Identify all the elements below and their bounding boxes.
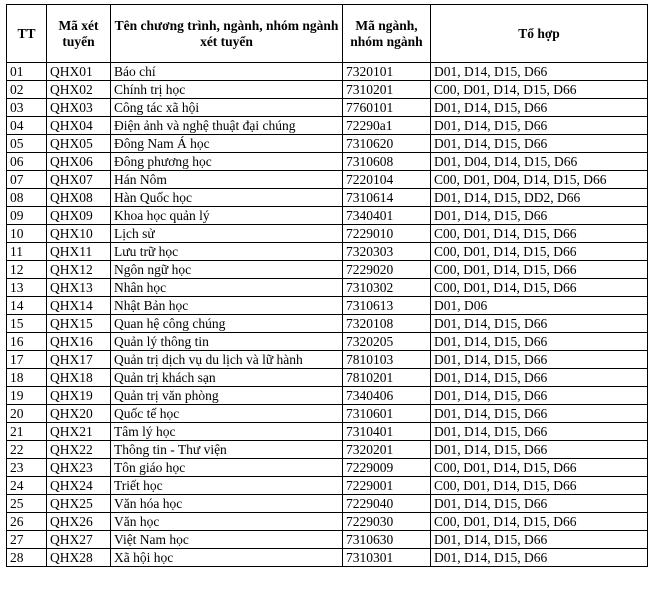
row-number: 21: [7, 423, 47, 441]
admission-code: QHX22: [47, 441, 111, 459]
program-name: Văn học: [111, 513, 343, 531]
admission-code: QHX01: [47, 63, 111, 81]
subject-combination: D01, D14, D15, D66: [431, 369, 648, 387]
admission-code: QHX26: [47, 513, 111, 531]
table-row: [7, 531, 648, 549]
admissions-table: [6, 4, 648, 567]
subject-combination: D01, D14, D15, D66: [431, 405, 648, 423]
program-name: Tôn giáo học: [111, 459, 343, 477]
major-code: 7220104: [343, 171, 431, 189]
header-tt: TT: [7, 5, 47, 63]
program-name: Xã hội học: [111, 549, 343, 567]
row-number: 06: [7, 153, 47, 171]
table-row: [7, 225, 648, 243]
subject-combination: D01, D14, D15, D66: [431, 351, 648, 369]
program-name: Đông phương học: [111, 153, 343, 171]
program-name: Thông tin - Thư viện: [111, 441, 343, 459]
row-number: 13: [7, 279, 47, 297]
table-row: [7, 63, 648, 81]
program-name: Nhật Bản học: [111, 297, 343, 315]
admission-code: QHX07: [47, 171, 111, 189]
program-name: Nhân học: [111, 279, 343, 297]
admission-code: QHX06: [47, 153, 111, 171]
subject-combination: D01, D14, D15, D66: [431, 441, 648, 459]
row-number: 04: [7, 117, 47, 135]
row-number: 02: [7, 81, 47, 99]
program-name: Điện ảnh và nghệ thuật đại chúng: [111, 117, 343, 135]
admission-code: QHX17: [47, 351, 111, 369]
admissions-table-sheet: [6, 4, 647, 596]
major-code: 7310608: [343, 153, 431, 171]
table-row: [7, 135, 648, 153]
row-number: 19: [7, 387, 47, 405]
subject-combination: D01, D14, D15, D66: [431, 423, 648, 441]
table-row: [7, 423, 648, 441]
admission-code: QHX18: [47, 369, 111, 387]
program-name: Văn hóa học: [111, 495, 343, 513]
row-number: 12: [7, 261, 47, 279]
table-row: [7, 441, 648, 459]
program-name: Tâm lý học: [111, 423, 343, 441]
row-number: 26: [7, 513, 47, 531]
row-number: 17: [7, 351, 47, 369]
admission-code: QHX04: [47, 117, 111, 135]
program-name: Khoa học quản lý: [111, 207, 343, 225]
table-row: [7, 171, 648, 189]
row-number: 10: [7, 225, 47, 243]
header-admission-code: Mã xét tuyển: [47, 5, 111, 63]
admission-code: QHX24: [47, 477, 111, 495]
header-row: [7, 5, 648, 63]
table-row: [7, 279, 648, 297]
program-name: Quan hệ công chúng: [111, 315, 343, 333]
admission-code: QHX03: [47, 99, 111, 117]
table-row: [7, 261, 648, 279]
admission-code: QHX09: [47, 207, 111, 225]
table-row: [7, 387, 648, 405]
admission-code: QHX28: [47, 549, 111, 567]
admission-code: QHX08: [47, 189, 111, 207]
row-number: 27: [7, 531, 47, 549]
major-code: 7810103: [343, 351, 431, 369]
major-code: 7310613: [343, 297, 431, 315]
major-code: 7340401: [343, 207, 431, 225]
table-row: [7, 117, 648, 135]
subject-combination: D01, D04, D14, D15, D66: [431, 153, 648, 171]
subject-combination: D01, D14, D15, D66: [431, 207, 648, 225]
major-code: 7229010: [343, 225, 431, 243]
major-code: 7760101: [343, 99, 431, 117]
admission-code: QHX25: [47, 495, 111, 513]
admission-code: QHX11: [47, 243, 111, 261]
admission-code: QHX20: [47, 405, 111, 423]
subject-combination: D01, D14, D15, D66: [431, 63, 648, 81]
subject-combination: C00, D01, D14, D15, D66: [431, 81, 648, 99]
table-row: [7, 369, 648, 387]
admission-code: QHX14: [47, 297, 111, 315]
admission-code: QHX10: [47, 225, 111, 243]
subject-combination: D01, D14, D15, D66: [431, 135, 648, 153]
table-row: [7, 315, 648, 333]
subject-combination: D01, D14, D15, D66: [431, 315, 648, 333]
major-code: 72290a1: [343, 117, 431, 135]
table-row: [7, 459, 648, 477]
admission-code: QHX16: [47, 333, 111, 351]
table-row: [7, 207, 648, 225]
subject-combination: D01, D14, D15, D66: [431, 117, 648, 135]
subject-combination: D01, D14, D15, D66: [431, 549, 648, 567]
program-name: Công tác xã hội: [111, 99, 343, 117]
admission-code: QHX13: [47, 279, 111, 297]
row-number: 01: [7, 63, 47, 81]
subject-combination: C00, D01, D14, D15, D66: [431, 261, 648, 279]
subject-combination: D01, D14, D15, D66: [431, 387, 648, 405]
program-name: Báo chí: [111, 63, 343, 81]
table-row: [7, 351, 648, 369]
table-row: [7, 297, 648, 315]
admission-code: QHX27: [47, 531, 111, 549]
admission-code: QHX21: [47, 423, 111, 441]
table-header: [7, 5, 648, 63]
header-major-code: Mã ngành, nhóm ngành: [343, 5, 431, 63]
admission-code: QHX23: [47, 459, 111, 477]
subject-combination: C00, D01, D14, D15, D66: [431, 279, 648, 297]
table-row: [7, 405, 648, 423]
program-name: Lưu trữ học: [111, 243, 343, 261]
admission-code: QHX02: [47, 81, 111, 99]
major-code: 7310601: [343, 405, 431, 423]
major-code: 7320101: [343, 63, 431, 81]
major-code: 7229001: [343, 477, 431, 495]
program-name: Quản trị khách sạn: [111, 369, 343, 387]
major-code: 7310614: [343, 189, 431, 207]
major-code: 7310630: [343, 531, 431, 549]
admission-code: QHX15: [47, 315, 111, 333]
table-row: [7, 333, 648, 351]
table-row: [7, 99, 648, 117]
row-number: 05: [7, 135, 47, 153]
program-name: Ngôn ngữ học: [111, 261, 343, 279]
subject-combination: C00, D01, D14, D15, D66: [431, 513, 648, 531]
subject-combination: D01, D14, D15, D66: [431, 531, 648, 549]
row-number: 20: [7, 405, 47, 423]
subject-combination: C00, D01, D04, D14, D15, D66: [431, 171, 648, 189]
program-name: Hán Nôm: [111, 171, 343, 189]
major-code: 7310401: [343, 423, 431, 441]
major-code: 7229020: [343, 261, 431, 279]
table-row: [7, 81, 648, 99]
table-body: [7, 63, 648, 567]
major-code: 7810201: [343, 369, 431, 387]
program-name: Triết học: [111, 477, 343, 495]
table-row: [7, 189, 648, 207]
program-name: Quản trị dịch vụ du lịch và lữ hành: [111, 351, 343, 369]
program-name: Quản lý thông tin: [111, 333, 343, 351]
row-number: 03: [7, 99, 47, 117]
row-number: 14: [7, 297, 47, 315]
program-name: Lịch sử: [111, 225, 343, 243]
admission-code: QHX19: [47, 387, 111, 405]
header-subject-combination: Tổ hợp: [431, 5, 648, 63]
major-code: 7229040: [343, 495, 431, 513]
subject-combination: C00, D01, D14, D15, D66: [431, 225, 648, 243]
admission-code: QHX05: [47, 135, 111, 153]
row-number: 18: [7, 369, 47, 387]
subject-combination: D01, D14, D15, D66: [431, 333, 648, 351]
subject-combination: C00, D01, D14, D15, D66: [431, 477, 648, 495]
program-name: Việt Nam học: [111, 531, 343, 549]
subject-combination: D01, D06: [431, 297, 648, 315]
table-row: [7, 495, 648, 513]
subject-combination: C00, D01, D14, D15, D66: [431, 243, 648, 261]
program-name: Hàn Quốc học: [111, 189, 343, 207]
subject-combination: D01, D14, D15, DD2, D66: [431, 189, 648, 207]
row-number: 16: [7, 333, 47, 351]
major-code: 7310301: [343, 549, 431, 567]
subject-combination: D01, D14, D15, D66: [431, 495, 648, 513]
row-number: 08: [7, 189, 47, 207]
major-code: 7310201: [343, 81, 431, 99]
row-number: 09: [7, 207, 47, 225]
table-row: [7, 513, 648, 531]
table-row: [7, 477, 648, 495]
major-code: 7340406: [343, 387, 431, 405]
table-row: [7, 549, 648, 567]
major-code: 7320205: [343, 333, 431, 351]
program-name: Đông Nam Á học: [111, 135, 343, 153]
program-name: Quốc tế học: [111, 405, 343, 423]
row-number: 28: [7, 549, 47, 567]
row-number: 23: [7, 459, 47, 477]
program-name: Chính trị học: [111, 81, 343, 99]
row-number: 25: [7, 495, 47, 513]
header-program-name: Tên chương trình, ngành, nhóm ngành xét tuyển: [111, 5, 343, 63]
subject-combination: D01, D14, D15, D66: [431, 99, 648, 117]
major-code: 7310302: [343, 279, 431, 297]
subject-combination: C00, D01, D14, D15, D66: [431, 459, 648, 477]
major-code: 7320201: [343, 441, 431, 459]
program-name: Quản trị văn phòng: [111, 387, 343, 405]
row-number: 22: [7, 441, 47, 459]
major-code: 7320303: [343, 243, 431, 261]
major-code: 7320108: [343, 315, 431, 333]
major-code: 7229009: [343, 459, 431, 477]
table-row: [7, 153, 648, 171]
row-number: 15: [7, 315, 47, 333]
row-number: 07: [7, 171, 47, 189]
table-row: [7, 243, 648, 261]
admission-code: QHX12: [47, 261, 111, 279]
major-code: 7229030: [343, 513, 431, 531]
major-code: 7310620: [343, 135, 431, 153]
row-number: 24: [7, 477, 47, 495]
row-number: 11: [7, 243, 47, 261]
